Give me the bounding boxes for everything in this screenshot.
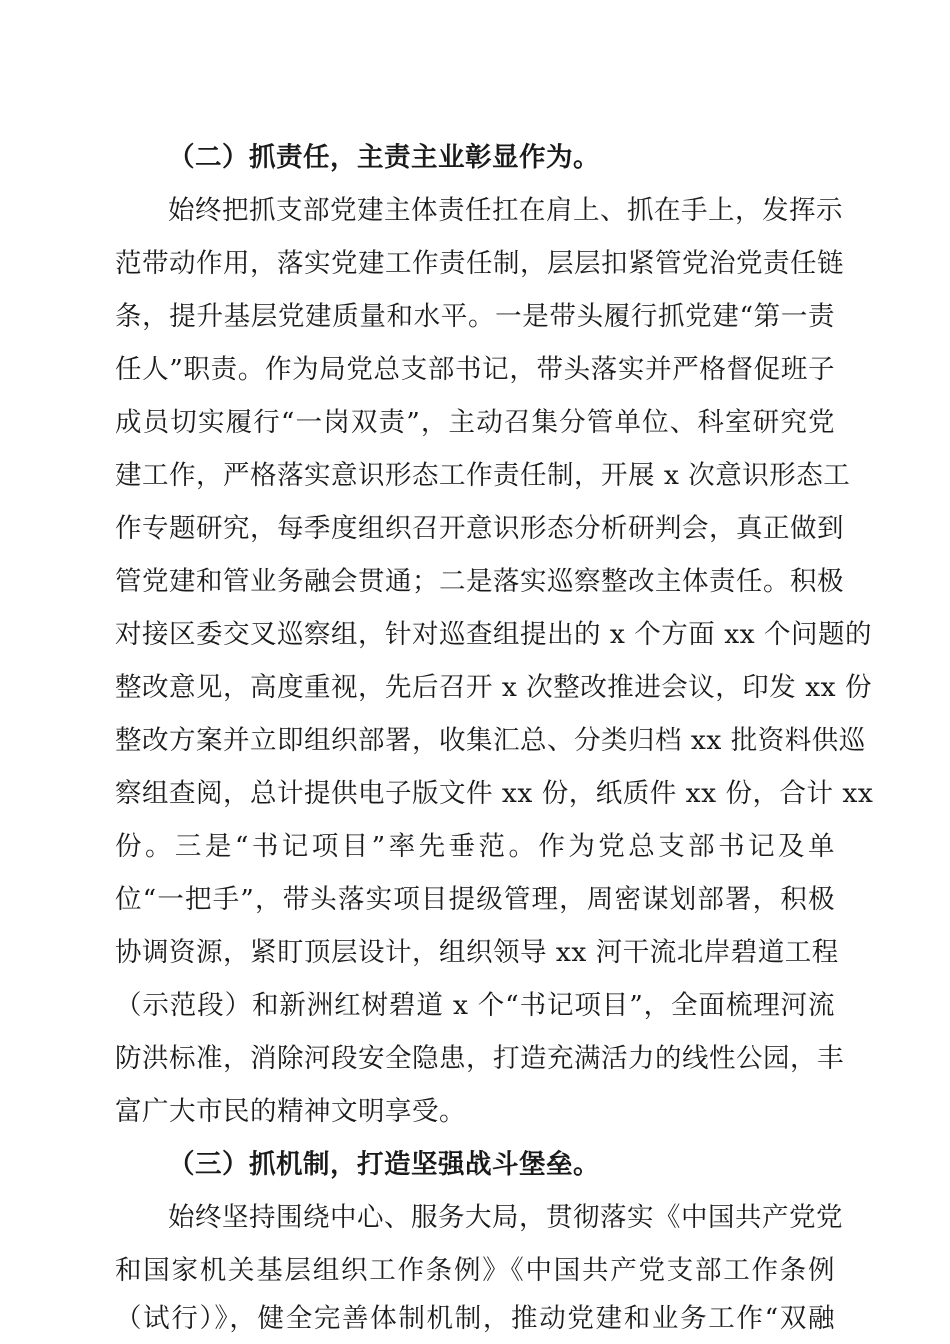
paragraph-line: 建工作，严格落实意识形态工作责任制，开展 x 次意识形态工 xyxy=(115,460,851,491)
paragraph-line: 防洪标准，消除河段安全隐患，打造充满活力的线性公园，丰 xyxy=(115,1043,844,1074)
paragraph-line: 整改意见，高度重视，先后召开 x 次整改推进会议，印发 xx 份 xyxy=(115,672,873,703)
paragraph-line: 协调资源，紧盯顶层设计，组织领导 xx 河干流北岸碧道工程 xyxy=(115,937,839,968)
section-heading-2: （二）抓责任，主责主业彰显作为。 xyxy=(168,142,600,173)
paragraph-line: （试行）》，健全完善体制机制，推动党建和业务工作“双融 xyxy=(115,1303,835,1334)
paragraph-line: 成员切实履行“一岗双责”，主动召集分管单位、科室研究党 xyxy=(115,407,835,438)
paragraph-line: 始终坚持围绕中心、服务大局，贯彻落实《中国共产党党 xyxy=(168,1202,843,1233)
paragraph-line: 整改方案并立即组织部署，收集汇总、分类归档 xx 批资料供巡 xyxy=(115,725,866,756)
paragraph-line: （示范段）和新洲红树碧道 x 个“书记项目”，全面梳理河流 xyxy=(115,990,835,1021)
paragraph-line: 始终把抓支部党建主体责任扛在肩上、抓在手上，发挥示 xyxy=(168,195,843,226)
paragraph-line: 富广大市民的精神文明享受。 xyxy=(115,1096,466,1127)
paragraph-line: 范带动作用，落实党建工作责任制，层层扣紧管党治党责任链 xyxy=(115,248,844,279)
paragraph-line: 位“一把手”，带头落实项目提级管理，周密谋划部署，积极 xyxy=(115,884,835,915)
paragraph-line: 管党建和管业务融会贯通；二是落实巡察整改主体责任。积极 xyxy=(115,566,844,597)
paragraph-line: 任人”职责。作为局党总支部书记，带头落实并严格督促班子 xyxy=(115,354,835,385)
paragraph-line: 察组查阅，总计提供电子版文件 xx 份，纸质件 xx 份，合计 xx xyxy=(115,778,874,809)
paragraph-line: 对接区委交叉巡察组，针对巡查组提出的 x 个方面 xx 个问题的 xyxy=(115,619,873,650)
paragraph-line: 份。三是“书记项目”率先垂范。作为党总支部书记及单 xyxy=(115,831,835,862)
paragraph-line: 条，提升基层党建质量和水平。一是带头履行抓党建“第一责 xyxy=(115,301,835,332)
paragraph-line: 和国家机关基层组织工作条例》《中国共产党支部工作条例 xyxy=(115,1255,835,1286)
paragraph-line: 作专题研究，每季度组织召开意识形态分析研判会，真正做到 xyxy=(115,513,844,544)
section-heading-3: （三）抓机制，打造坚强战斗堡垒。 xyxy=(168,1149,600,1180)
